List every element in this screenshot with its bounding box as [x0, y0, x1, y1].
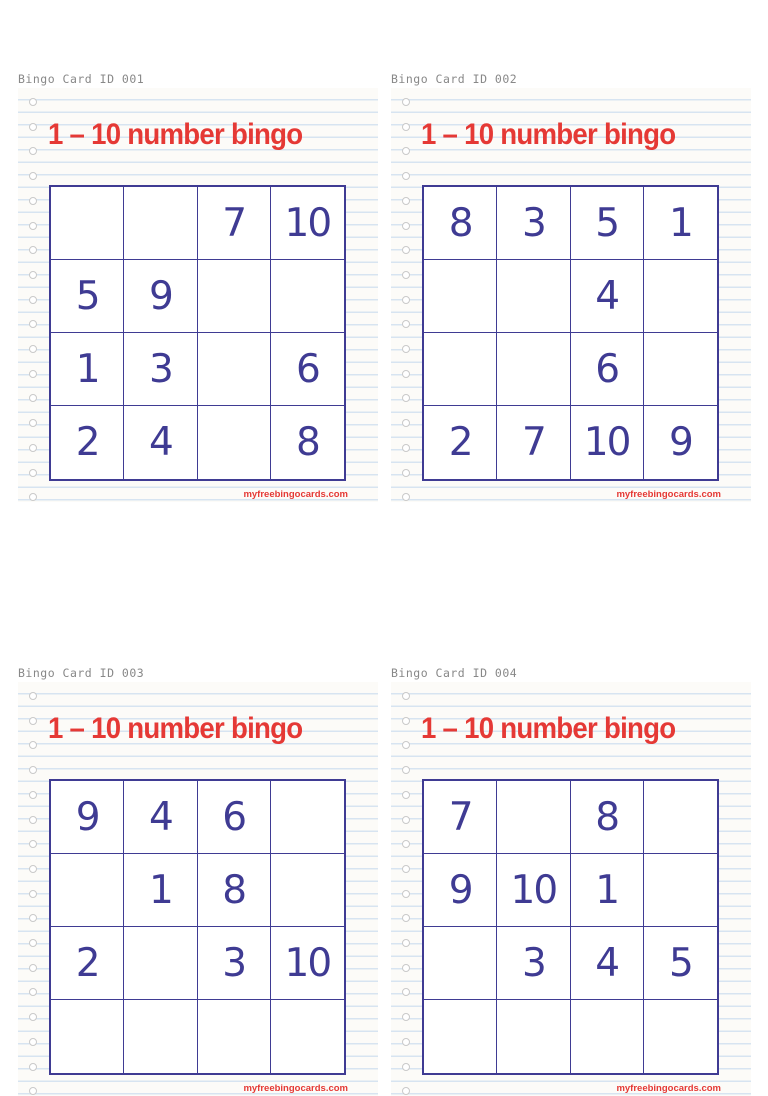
bingo-cell: 9 [51, 781, 124, 854]
bingo-cell: 10 [271, 187, 344, 260]
bingo-cell: 10 [271, 927, 344, 1000]
bingo-cell: 2 [51, 406, 124, 479]
bingo-cell [124, 1000, 197, 1073]
card-paper [391, 88, 751, 502]
hole-icon [402, 964, 410, 972]
bingo-cell: 9 [424, 854, 497, 927]
bingo-cell: 3 [497, 927, 570, 1000]
bingo-card-1 [18, 72, 378, 502]
hole-icon [402, 840, 410, 848]
hole-icon [402, 1063, 410, 1071]
card-paper [391, 682, 751, 1096]
hole-icon [402, 717, 410, 725]
hole-icon [402, 419, 410, 427]
card-title: 1 – 10 number bingo [421, 712, 676, 745]
bingo-cell: 2 [51, 927, 124, 1000]
bingo-cell: 8 [198, 854, 271, 927]
bingo-cell: 3 [497, 187, 570, 260]
bingo-cell: 3 [124, 333, 197, 406]
bingo-cell [124, 927, 197, 1000]
hole-icon [29, 890, 37, 898]
card-id-label: Bingo Card ID 002 [391, 72, 518, 86]
hole-icon [29, 172, 37, 180]
bingo-cell [497, 1000, 570, 1073]
hole-icon [29, 246, 37, 254]
hole-icon [402, 370, 410, 378]
hole-icon [29, 816, 37, 824]
hole-icon [29, 791, 37, 799]
hole-icon [402, 865, 410, 873]
hole-icon [402, 1013, 410, 1021]
bingo-cell [271, 781, 344, 854]
hole-icon [402, 741, 410, 749]
card-paper [18, 682, 378, 1096]
bingo-grid [49, 185, 346, 481]
hole-icon [402, 692, 410, 700]
hole-icon [402, 98, 410, 106]
hole-icon [402, 197, 410, 205]
hole-icon [402, 296, 410, 304]
bingo-cell: 4 [124, 781, 197, 854]
bingo-card-4 [391, 666, 751, 1096]
bingo-cell [644, 333, 717, 406]
bingo-cell: 1 [571, 854, 644, 927]
hole-icon [29, 394, 37, 402]
bingo-cell: 1 [124, 854, 197, 927]
hole-icon [29, 964, 37, 972]
hole-icon [29, 1087, 37, 1095]
hole-icon [29, 469, 37, 477]
bingo-cell [51, 854, 124, 927]
bingo-cell [497, 260, 570, 333]
bingo-cell [424, 260, 497, 333]
hole-icon [29, 345, 37, 353]
binder-holes [402, 88, 416, 502]
bingo-cell: 1 [51, 333, 124, 406]
bingo-cell: 7 [497, 406, 570, 479]
card-title: 1 – 10 number bingo [48, 712, 303, 745]
bingo-cell: 8 [571, 781, 644, 854]
hole-icon [29, 939, 37, 947]
hole-icon [29, 98, 37, 106]
bingo-card-2 [391, 72, 751, 502]
hole-icon [402, 246, 410, 254]
hole-icon [29, 493, 37, 501]
hole-icon [29, 320, 37, 328]
bingo-cell: 5 [51, 260, 124, 333]
bingo-cell: 6 [271, 333, 344, 406]
bingo-cell: 5 [571, 187, 644, 260]
bingo-cell: 7 [198, 187, 271, 260]
bingo-cell [424, 927, 497, 1000]
hole-icon [402, 939, 410, 947]
hole-icon [402, 914, 410, 922]
bingo-cell: 9 [124, 260, 197, 333]
hole-icon [29, 692, 37, 700]
binder-holes [402, 682, 416, 1096]
hole-icon [29, 988, 37, 996]
bingo-cell: 3 [198, 927, 271, 1000]
bingo-cell [644, 854, 717, 927]
website-label: myfreebingocards.com [243, 489, 348, 500]
hole-icon [29, 123, 37, 131]
bingo-cell [198, 1000, 271, 1073]
hole-icon [402, 123, 410, 131]
hole-icon [29, 741, 37, 749]
bingo-cell: 8 [424, 187, 497, 260]
bingo-cell: 4 [571, 260, 644, 333]
bingo-cell: 1 [644, 187, 717, 260]
bingo-cell [198, 333, 271, 406]
bingo-cell: 2 [424, 406, 497, 479]
hole-icon [402, 988, 410, 996]
bingo-card-3 [18, 666, 378, 1096]
card-title: 1 – 10 number bingo [48, 118, 303, 151]
bingo-cell: 4 [571, 927, 644, 1000]
hole-icon [29, 197, 37, 205]
website-label: myfreebingocards.com [616, 489, 721, 500]
hole-icon [29, 222, 37, 230]
website-label: myfreebingocards.com [243, 1083, 348, 1094]
bingo-cell: 9 [668, 420, 692, 465]
hole-icon [29, 1038, 37, 1046]
bingo-cell: 6 [571, 333, 644, 406]
bingo-cell [271, 260, 344, 333]
bingo-cell: 7 [424, 781, 497, 854]
bingo-cell: 10 [571, 406, 644, 479]
hole-icon [402, 345, 410, 353]
binder-holes [29, 682, 43, 1096]
hole-icon [402, 222, 410, 230]
card-id-label: Bingo Card ID 001 [18, 72, 145, 86]
bingo-cell: 6 [198, 781, 271, 854]
bingo-cell [497, 333, 570, 406]
hole-icon [29, 296, 37, 304]
hole-icon [29, 717, 37, 725]
bingo-cell [271, 854, 344, 927]
hole-icon [402, 1087, 410, 1095]
hole-icon [29, 1063, 37, 1071]
bingo-cell [271, 1000, 344, 1073]
bingo-grid [49, 779, 346, 1075]
bingo-cell [51, 187, 124, 260]
hole-icon [29, 419, 37, 427]
hole-icon [402, 147, 410, 155]
hole-icon [29, 865, 37, 873]
hole-icon [402, 469, 410, 477]
hole-icon [29, 1013, 37, 1021]
hole-icon [29, 271, 37, 279]
bingo-cell [424, 333, 497, 406]
bingo-cell [644, 1000, 717, 1073]
hole-icon [402, 172, 410, 180]
hole-icon [402, 271, 410, 279]
hole-icon [29, 914, 37, 922]
hole-icon [29, 444, 37, 452]
bingo-cell [644, 781, 717, 854]
hole-icon [402, 394, 410, 402]
hole-icon [402, 766, 410, 774]
hole-icon [402, 1038, 410, 1046]
bingo-cell: 4 [124, 406, 197, 479]
bingo-cell [497, 781, 570, 854]
hole-icon [402, 444, 410, 452]
card-title: 1 – 10 number bingo [421, 118, 676, 151]
bingo-cell [571, 1000, 644, 1073]
bingo-grid [422, 779, 719, 1075]
bingo-cell [198, 260, 271, 333]
bingo-cell [198, 406, 271, 479]
card-paper [18, 88, 378, 502]
hole-icon [29, 370, 37, 378]
hole-icon [402, 816, 410, 824]
bingo-grid [422, 185, 719, 481]
hole-icon [29, 840, 37, 848]
hole-icon [29, 147, 37, 155]
bingo-cell [644, 260, 717, 333]
bingo-cell: 10 [497, 854, 570, 927]
bingo-cell: 8 [295, 420, 319, 465]
bingo-cell: 5 [644, 927, 717, 1000]
card-id-label: Bingo Card ID 004 [391, 666, 518, 680]
hole-icon [402, 791, 410, 799]
hole-icon [402, 493, 410, 501]
bingo-cell [424, 1000, 497, 1073]
binder-holes [29, 88, 43, 502]
hole-icon [402, 320, 410, 328]
card-id-label: Bingo Card ID 003 [18, 666, 145, 680]
bingo-cell [51, 1000, 124, 1073]
hole-icon [29, 766, 37, 774]
bingo-cell [124, 187, 197, 260]
website-label: myfreebingocards.com [616, 1083, 721, 1094]
hole-icon [402, 890, 410, 898]
